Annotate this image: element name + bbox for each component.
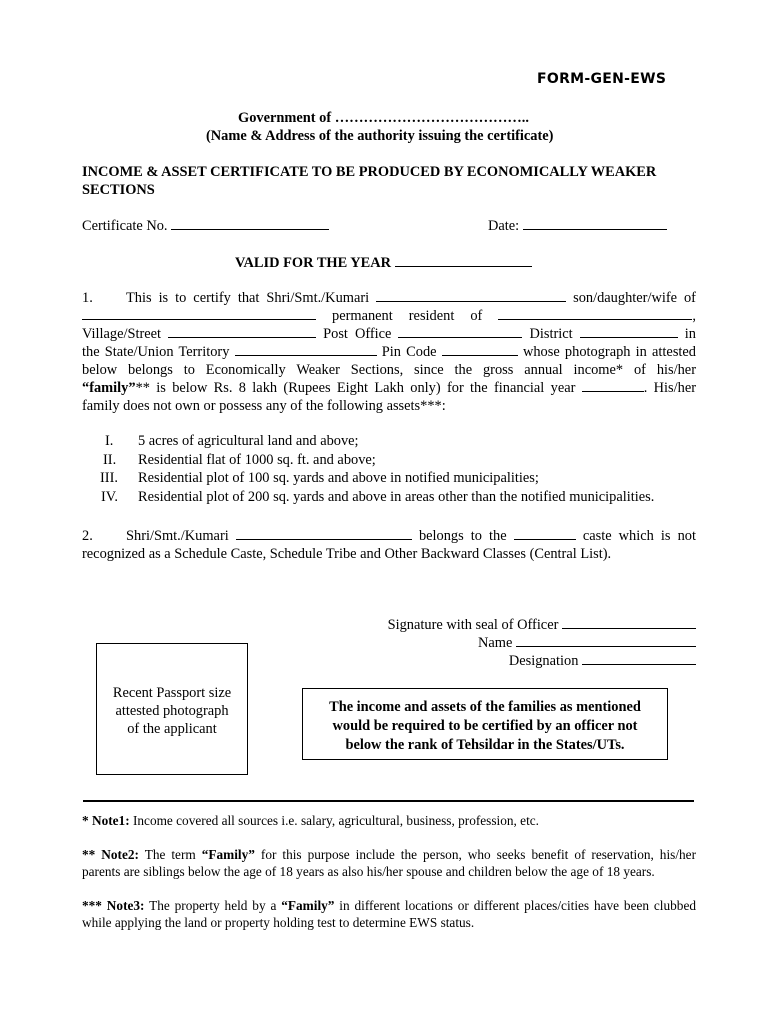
belongs-text: belongs to the <box>418 528 507 544</box>
photo-line-2: attested photograph <box>115 703 229 719</box>
authority-line: (Name & Address of the authority issuing the certificate) <box>206 128 554 144</box>
note2-label: ** Note2: <box>82 846 139 862</box>
para2-number: 2. <box>82 528 93 544</box>
list-item <box>100 451 700 470</box>
financial-year-wrap <box>582 380 696 396</box>
officer-name-row <box>350 634 696 652</box>
photo-box[interactable] <box>96 643 248 775</box>
para1-line-4 <box>82 343 696 361</box>
photograph-text: whose photograph in attested <box>522 344 696 360</box>
post-office-field[interactable] <box>398 325 522 338</box>
note-3 <box>82 897 696 932</box>
para2-line-1 <box>82 527 696 545</box>
certificate-no-field[interactable] <box>171 217 329 230</box>
his-her-text: . His/her <box>643 380 696 396</box>
officer-name-field[interactable] <box>516 634 696 647</box>
note1-text: Income covered all sources i.e. salary, agricultural, business, profession, etc. <box>129 813 539 828</box>
relation-text: son/daughter/wife of <box>573 290 696 306</box>
valid-year-label: VALID FOR THE YEAR <box>235 255 392 271</box>
note-1 <box>82 812 696 830</box>
notice-box <box>302 688 668 760</box>
list-item <box>100 488 700 507</box>
notice-line-3: below the rank of Tehsildar in the States/UTs. <box>345 737 625 753</box>
signature-block <box>350 616 696 670</box>
signature-field[interactable] <box>562 616 696 629</box>
income-limit-text: ** is below Rs. 8 lakh (Rupees Eight Lakh only) for the financial year <box>135 380 576 396</box>
officer-name-label: Name <box>478 635 513 651</box>
note3-family-term: “Family” <box>281 897 335 913</box>
note3-text-b: in different locations or different places/cities have been clubbed <box>334 897 696 913</box>
date-label: Date: <box>488 218 520 234</box>
asset-number: II. <box>103 451 117 468</box>
asset-number: IV. <box>101 488 118 505</box>
title-line-2: SECTIONS <box>82 182 155 198</box>
in-text: in <box>684 326 696 342</box>
certificate-no-row <box>82 217 329 235</box>
paragraph-1 <box>82 289 696 415</box>
form-code: FORM-GEN-EWS <box>537 71 667 87</box>
asset-text: 5 acres of agricultural land and above; <box>138 433 359 449</box>
asset-list <box>100 432 700 506</box>
notes-section <box>82 812 696 932</box>
resident-text: resident <box>408 308 455 324</box>
pin-code-label: Pin Code <box>381 344 437 360</box>
note2-line-1 <box>82 846 696 864</box>
notice-line-2: would be required to be certified by an officer not <box>332 718 638 734</box>
note3-line-1 <box>82 897 696 915</box>
para1-line-6 <box>82 379 696 397</box>
note2-family-term: “Family” <box>201 846 255 862</box>
designation-field[interactable] <box>582 652 696 665</box>
village-field[interactable] <box>168 325 316 338</box>
note2-text-a: The term <box>138 846 202 862</box>
photo-line-3: of the applicant <box>127 721 217 737</box>
state-field[interactable] <box>235 343 377 356</box>
valid-year-row <box>235 254 532 272</box>
residence-field-wrap <box>498 308 696 324</box>
para1-line-2 <box>82 307 696 325</box>
para2-line-2: recognized as a Schedule Caste, Schedule Tribe and Other Backward Classes (Central List). <box>82 546 612 562</box>
district-label: District <box>529 326 573 342</box>
government-line: Government of ………………………………….. <box>238 110 529 126</box>
designation-row <box>350 652 696 670</box>
signature-label: Signature with seal of Officer <box>387 617 559 633</box>
parent-name-field[interactable] <box>82 307 316 320</box>
para1-certify-text: This is to certify that Shri/Smt./Kumari <box>126 290 370 306</box>
para1-line-5: below belongs to Economically Weaker Sections, since the gross annual income* of his/her <box>82 362 696 378</box>
district-field[interactable] <box>580 325 678 338</box>
pin-code-field[interactable] <box>442 343 518 356</box>
para2-name-field[interactable] <box>236 527 412 540</box>
note3-line-2: while applying the land or property holding test to determine EWS status. <box>82 915 475 930</box>
asset-number: III. <box>100 470 118 486</box>
para1-line-1 <box>82 289 696 307</box>
caste-field[interactable] <box>514 527 576 540</box>
para2-name-label: Shri/Smt./Kumari <box>126 528 229 544</box>
of-text: of <box>470 308 483 324</box>
note3-text-a: The property held by a <box>144 897 282 913</box>
para1-number: 1. <box>82 290 93 306</box>
para1-line-3 <box>82 325 696 343</box>
state-label: the State/Union Territory <box>82 344 230 360</box>
title-line-1: INCOME & ASSET CERTIFICATE TO BE PRODUCED BY ECONOMICALLY WEAKER <box>82 164 657 180</box>
list-item <box>100 469 700 488</box>
certificate-no-label: Certificate No. <box>82 218 168 234</box>
photo-box-text <box>97 644 247 738</box>
applicant-name-field[interactable] <box>376 289 566 302</box>
signature-row <box>350 616 696 634</box>
paragraph-2 <box>82 527 696 563</box>
para1-line-7: family does not own or possess any of the following assets***: <box>82 398 446 414</box>
asset-text: Residential flat of 1000 sq. ft. and above; <box>138 451 376 468</box>
certificate-title <box>82 163 702 199</box>
list-item <box>100 432 700 451</box>
financial-year-field[interactable] <box>582 379 644 392</box>
permanent-text: permanent <box>332 308 393 324</box>
caste-text: caste which is not <box>582 528 696 544</box>
designation-label: Designation <box>508 653 579 669</box>
post-office-label: Post Office <box>323 326 392 342</box>
asset-number: I. <box>105 433 114 449</box>
asset-text: Residential plot of 200 sq. yards and above in areas other than the notified municipalities. <box>138 488 655 505</box>
date-row <box>488 217 667 235</box>
note1-label: * Note1: <box>82 813 130 828</box>
notes-divider <box>83 800 694 802</box>
valid-year-field[interactable] <box>395 254 532 267</box>
residence-field[interactable] <box>498 307 692 320</box>
note3-label: *** Note3: <box>82 897 145 913</box>
photo-line-1: Recent Passport size <box>112 685 232 701</box>
note-2 <box>82 846 696 881</box>
notice-line-1: The income and assets of the families as mentioned <box>329 699 641 715</box>
date-field[interactable] <box>523 217 667 230</box>
comma-text: , <box>692 308 696 324</box>
family-term: “family” <box>82 380 136 396</box>
asset-text: Residential plot of 100 sq. yards and above in notified municipalities; <box>138 470 539 486</box>
note2-line-2: parents are siblings below the age of 18 years as also his/her spouse and children below the age of 18 years. <box>82 864 655 879</box>
note2-text-b: for this purpose include the person, who seeks benefit of reservation, his/her <box>254 846 697 862</box>
village-label: Village/Street <box>82 326 162 342</box>
